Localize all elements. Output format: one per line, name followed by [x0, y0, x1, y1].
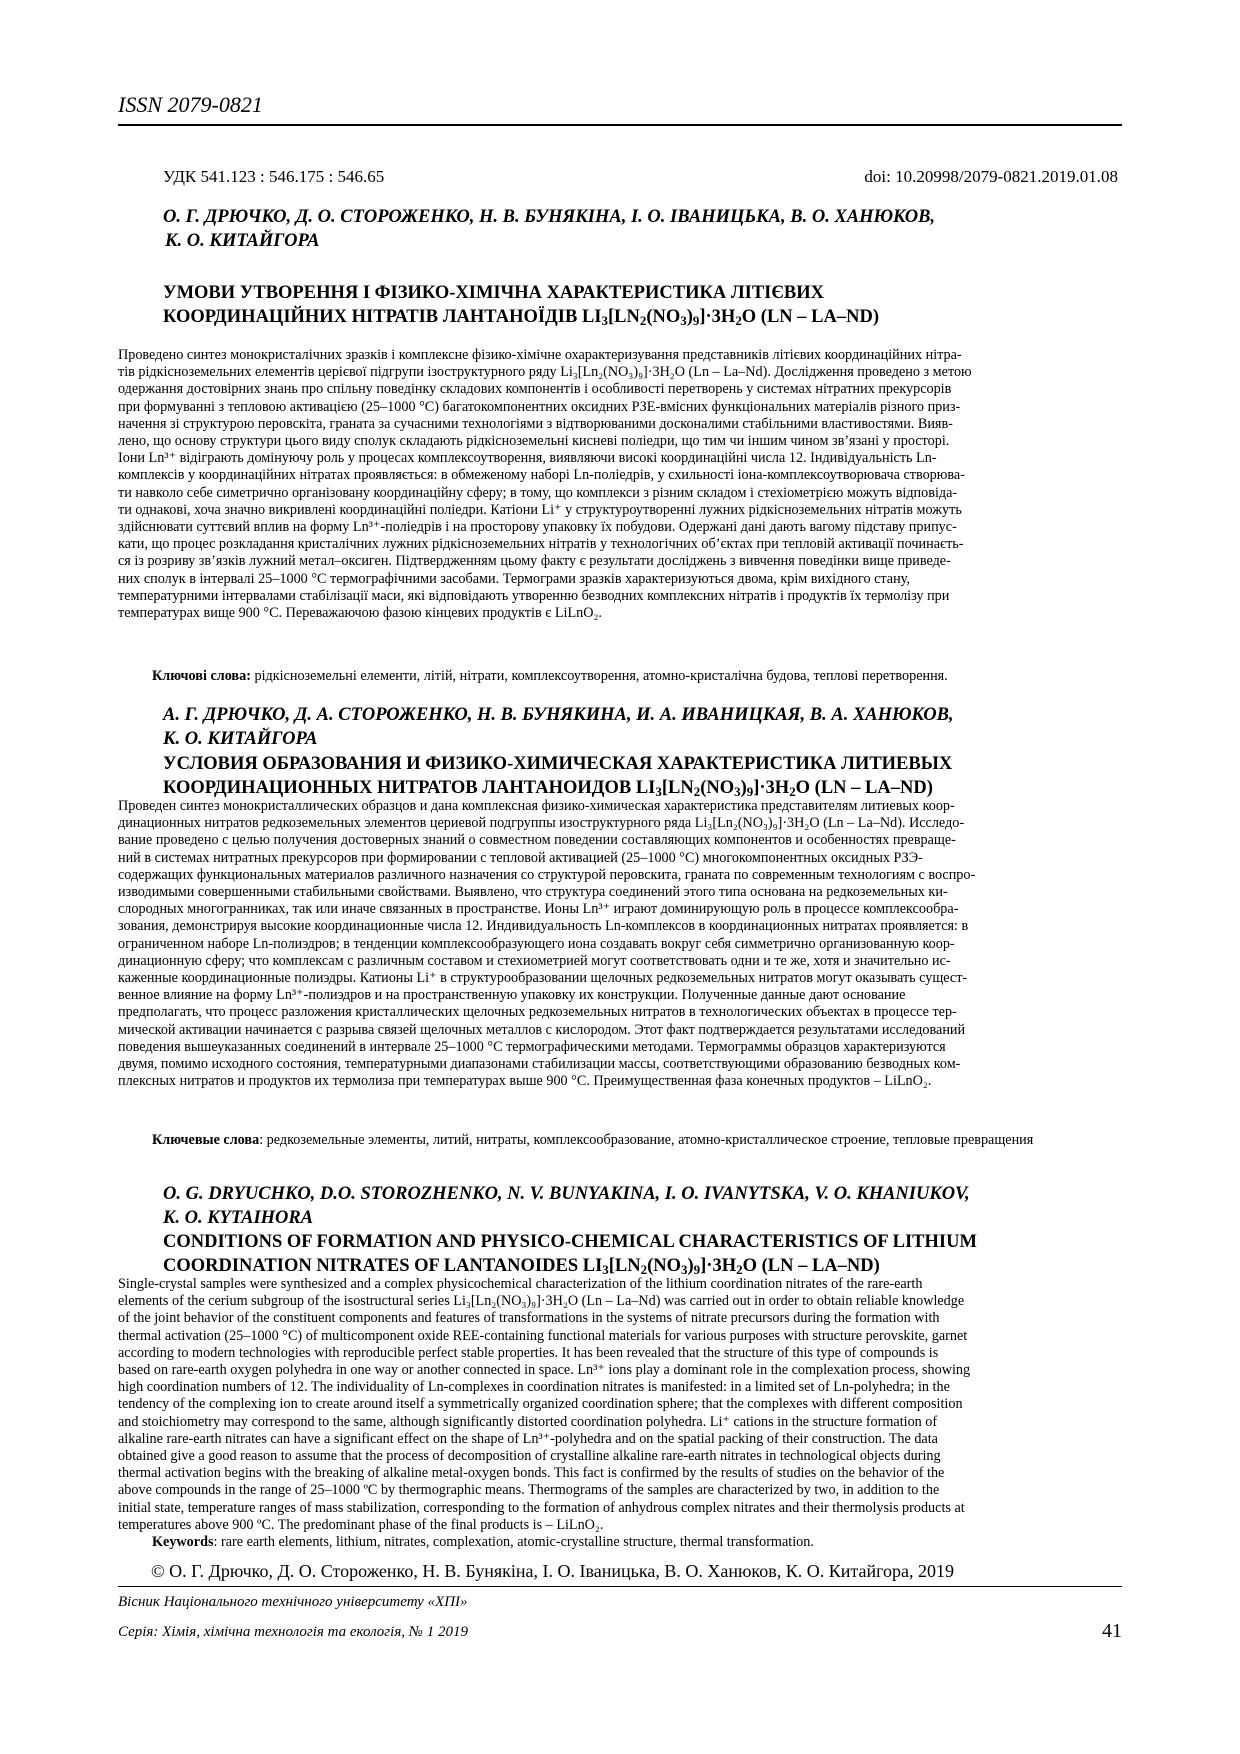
abstract-line: одержання достовірних знань про спільну поведінку складових компонентів і особливості перетворень у системах нітратних прекурсорів: [118, 381, 952, 398]
keywords-text: рідкісноземельні елементи, літій, нітрати, комплексоутворення, атомно-кристалічна будова, теплові перетворення.: [254, 668, 948, 684]
header-rule: [118, 124, 1122, 126]
ua-title-line2: КООРДИНАЦІЙНИХ НІТРАТІВ ЛАНТАНОЇДІВ $LI_3[LN_2(NO_3)_9]\cdot 3H_2O$ (LN – LA–ND): [163, 307, 880, 329]
abstract-line: кати, що процес розкладання кристалічних лужних рідкісноземельних нітратів у технологічних об’єктах при тепловій активації починаєть-: [118, 536, 964, 553]
abstract-line: ся із розриву зв’язків лужний метал–оксиген. Підтвердженням цьому факту є результати досліджень з вивчення поведінки вище приведе-: [118, 553, 951, 570]
doi-link[interactable]: doi: 10.20998/2079-0821.2019.01.08: [864, 167, 1118, 186]
en-keywords: [118, 1534, 1122, 1551]
en-abstract: [118, 1276, 1122, 1534]
abstract-line: динационных нитратов редкоземельных элементов цериевой подгруппы изоструктурного ряда Li₃[Ln₂(NO₃)₉]·3H₂O (Ln – La–Nd). Исследо-: [118, 815, 965, 832]
abstract-line: тів рідкісноземельних елементів церієвої підгрупи ізоструктурного ряду Li₃[Ln₂(NO₃)₉]·3H₂O (Ln – La–Nd). Дослідження проведено з метою: [118, 364, 972, 381]
abstract-line: изводимыми совершенными стабильными свойствами. Выявлено, что структура соединений этого типа основана на редкоземельных ки-: [118, 884, 948, 901]
abstract-line: Іони Ln³⁺ відіграють домінуючу роль у процесах комплексоутворення, виявляючи високі координаційні числа 12. Індивідуальність Ln-: [118, 450, 937, 467]
abstract-line: двумя, помимо исходного состояния, температурными диапазонами стабилизации массы, соответствующими образованию безводных ком-: [118, 1056, 961, 1073]
keywords-label: Ключові слова:: [152, 668, 251, 684]
ru-authors: [163, 703, 1123, 751]
keywords-text: : редкоземельные элементы, литий, нитраты, комплексообразование, атомно-кристаллическое строение, тепловые превращения: [259, 1132, 1034, 1148]
ua-title-line1: УМОВИ УТВОРЕННЯ І ФІЗИКО-ХІМІЧНА ХАРАКТЕРИСТИКА ЛІТІЄВИХ: [163, 283, 825, 303]
abstract-line: of the joint behavior of the constituent components and features of transformations in the systems of nitrate precursors during the formation with: [118, 1310, 940, 1327]
abstract-line: according to modern technologies with reproducible perfect stable properties. It has been revealed that the structure of this type of compounds is: [118, 1344, 939, 1361]
keywords-text: : rare earth elements, lithium, nitrates, complexation, atomic-crystalline structure, thermal transformation.: [213, 1534, 814, 1550]
keywords-label: Ключевые слова: [152, 1132, 260, 1148]
en-authors-line1: O. G. DRYUCHKO, D.O. STOROZHENKO, N. V. BUNYAKINA, I. O. IVANYTSKA, V. O. KHANIUKOV,: [163, 1184, 970, 1204]
abstract-line: предполагать, что процесс разложения кристаллических щелочных редкоземельных нитратов в технологических объектах в процессе тер-: [118, 1004, 957, 1021]
abstract-line: них сполук в інтервалі 25–1000 °С термографічними засобами. Термограми зразків характеризуються двома, крім вихідного стану,: [118, 570, 910, 587]
abstract-line: ограниченном наборе Ln-полиэдров; в тенденции комплексообразующего иона создавать вокруг себя симметрично организованную коор-: [118, 935, 955, 952]
abstract-line: Проведено синтез монокристалічних зразків і комплексне фізико-хімічне охарактеризування представників літієвих координаційних нітра-: [118, 347, 962, 363]
abstract-line: лено, що основу структури цього виду сполук складають рідкісноземельні кисневі поліедри, що тим чи іншим чином зв’язані у просторі.: [118, 433, 950, 450]
abstract-line: при формуванні з тепловою активацією (25–1000 °С) багатокомпонентних оксидних РЗЕ-вмісних функціональних матеріалів різного приз-: [118, 398, 961, 415]
abstract-line: ти однакові, хоча значно викривлені координаційні поліедри. Катіони Li⁺ у структуроутворенні лужних рідкісноземельних нітратів можуть: [118, 501, 962, 518]
ru-title-line1: УСЛОВИЯ ОБРАЗОВАНИЯ И ФИЗИКО-ХИМИЧЕСКАЯ ХАРАКТЕРИСТИКА ЛИТИЕВЫХ: [163, 754, 953, 774]
en-authors-line2: K. O. KYTAIHORA: [163, 1208, 314, 1228]
ru-keywords: [118, 1132, 1122, 1149]
abstract-line: поведения вышеуказанных соединений в интервале 25–1000 °С термографическими методами. Термограммы образцов характеризуются: [118, 1038, 946, 1055]
abstract-line: alkaline rare-earth nitrates can have a significant effect on the shape of Ln³⁺-polyhedra and on the spatial packing of their construction. The data: [118, 1430, 938, 1447]
abstract-line: and stoichiometry may correspond to the same, although significantly distorted coordination polyhedra. Li⁺ cations in the structure formation of: [118, 1413, 938, 1430]
ua-authors-line1: О. Г. ДРЮЧКО, Д. О. СТОРОЖЕНКО, Н. В. БУНЯКІНА, І. О. ІВАНИЦЬКА, В. О. ХАНЮКОВ,: [163, 207, 936, 227]
abstract-line: tendency of the complexing ion to create around itself a symmetrically organized coordination sphere; that the complexes with different composition: [118, 1396, 963, 1413]
ua-authors: [163, 205, 1123, 253]
abstract-line: здійснювати суттєвий вплив на форму Ln³⁺-поліедрів і на просторову упаковку їх побудови. Одержані дані дають вагому підставу припус-: [118, 519, 957, 536]
en-authors: [163, 1182, 1123, 1230]
abstract-line: obtained give a good reason to assume that the process of decomposition of crystalline alkaline rare-earth nitrates in technological objects during: [118, 1448, 941, 1465]
abstract-line: мической активации начинается с разрыва связей щелочных металлов с кислородом. Этот факт подтверждается результатами исследований: [118, 1021, 966, 1038]
abstract-line: динационную сферу; что комплексам с различным составом и стехиометрией могут соответствовать одни и те же, хотя и значительно ис-: [118, 952, 951, 969]
abstract-line: thermal activation (25–1000 °C) of multicomponent oxide REE-containing functional materials for various purposes with structure perovskite, garnet: [118, 1327, 968, 1344]
abstract-line: содержащих функциональных материалов различного назначения со структурой перовскита, граната по современным технологиям с воспро-: [118, 866, 976, 883]
abstract-line: elements of the cerium subgroup of the isostructural series Li₃[Ln₂(NO₃)₉]·3H₂O (Ln – La–Nd) was carried out in order to obtain reliable knowledge: [118, 1293, 965, 1310]
ru-authors-line1: А. Г. ДРЮЧКО, Д. А. СТОРОЖЕНКО, Н. В. БУНЯКИНА, И. А. ИВАНИЦКАЯ, В. А. ХАНЮКОВ,: [163, 705, 954, 725]
copyright-line: © О. Г. Дрючко, Д. О. Стороженко, Н. В. Бунякіна, І. О. Іваницька, В. О. Ханюков, К. О. Китайгора, 2019: [151, 1561, 955, 1581]
abstract-line: слородных многогранниках, так или иначе связанных в пространстве. Ионы Ln³⁺ играют доминирующую роль в процессе комплексообра-: [118, 901, 959, 918]
ua-abstract: [118, 347, 1122, 622]
abstract-line: high coordination numbers of 12. The individuality of Ln-complexes in coordination nitrates is manifested: in a limited set of Ln-polyhedra; in the: [118, 1379, 950, 1396]
keywords-label: Keywords: [152, 1534, 214, 1550]
abstract-line: венное влияние на форму Ln³⁺-полиэдров и на пространственную упаковку их конструкции. Полученные данные дают основание: [118, 987, 906, 1004]
abstract-line: вание проведено с целью получения достоверных знаний о совместном поведении составляющих компонентов и особенностях превраще-: [118, 832, 956, 849]
ua-authors-line2: К. О. КИТАЙГОРА: [165, 231, 320, 251]
abstract-line: температурах вище 900 °С. Переважаючою фазою кінцевих продуктів є LiLnO₂.: [118, 605, 602, 622]
abstract-line: initial state, temperature ranges of mass stabilization, corresponding to the formation of anhydrous complex nitrates and their thermolysis products at: [118, 1499, 965, 1516]
abstract-line: плексных нитратов и продуктов их термолиза при температурах выше 900 °С. Преимущественная фаза конечных продуктов – LiLnO₂.: [118, 1073, 932, 1090]
ua-keywords: [118, 668, 1122, 685]
abstract-line: комплексів у координаційних нітратах проявляється: в обмеженому наборі Ln-поліедрів, у схильності іона-комплексоутворювача створюва-: [118, 467, 965, 484]
abstract-line: Проведен синтез монокристаллических образцов и дана комплексная физико-химическая характеристика представителям литиевых коор-: [118, 798, 955, 814]
en-title-line2: COORDINATION NITRATES OF LANTANOIDES $LI_3[LN_2(NO_3)_9]\cdot 3H_2O$ (LN – LA–ND): [163, 1256, 880, 1278]
abstract-line: temperatures above 900 ºC. The predominant phase of the final products is – LiLnO₂.: [118, 1516, 604, 1533]
abstract-line: начення зі структурою перовскіта, граната за сучасними технологіями з відтворюваними досконалими стабільними властивостями. Вияв-: [118, 415, 953, 432]
abstract-line: температурними інтервалами стабілізації маси, які відповідають утворенню безводних комплексних нітратів і продуктів їх термолізу при: [118, 587, 950, 604]
abstract-line: ний в системах нитратных прекурсоров при формировании с тепловой активацией (25–1000 °С) многокомпонентных оксидных РЗЭ-: [118, 849, 923, 866]
abstract-line: каженные координационные полиэдры. Катионы Li⁺ в структурообразовании щелочных редкоземельных нитратов могут оказывать сущест-: [118, 970, 968, 987]
ua-title: [163, 281, 1123, 329]
abstract-line: ти навколо себе симетрично організовану координаційну сферу; в тому, що комплекси з різним складом і стехіометрією можуть відповіда-: [118, 484, 958, 501]
journal-name: Вісник Національного технічного університету «ХПІ»: [118, 1594, 468, 1610]
udc-code: УДК 541.123 : 546.175 : 546.65: [163, 167, 385, 186]
en-title-line1: CONDITIONS OF FORMATION AND PHYSICO-CHEMICAL CHARACTERISTICS OF LITHIUM: [163, 1232, 977, 1252]
issn-header: ISSN 2079-0821: [118, 92, 263, 117]
abstract-line: above compounds in the range of 25–1000 ºC by thermographic means. Thermograms of the samples are characterized by two, in addition to the: [118, 1482, 940, 1499]
page-number: 41: [1102, 1620, 1122, 1642]
ru-title: [163, 752, 1123, 800]
ru-title-line2: КООРДИНАЦИОННЫХ НИТРАТОВ ЛАНТАНОИДОВ $LI_3[LN_2(NO_3)_9]\cdot 3H_2O$ (LN – LA–ND): [163, 778, 933, 800]
abstract-line: Single-crystal samples were synthesized and a complex physicochemical characterization of the lithium coordination nitrates of the rare-earth: [118, 1276, 923, 1292]
ru-abstract: [118, 798, 1122, 1090]
abstract-line: зования, демонстрируя высокие координационные числа 12. Индивидуальность Ln-комплексов в координационных нитратах проявляется: в: [118, 918, 969, 935]
abstract-line: based on rare-earth oxygen polyhedra in one way or another connected in space. Ln³⁺ ions play a dominant role in the complexation process, showing: [118, 1362, 971, 1379]
journal-series: Серія: Хімія, хімічна технологія та екологія, № 1 2019: [118, 1624, 468, 1640]
footer-rule: [118, 1586, 1122, 1587]
en-title: [163, 1230, 1123, 1278]
abstract-line: thermal activation begins with the breaking of alkaline metal-oxygen bonds. This fact is confirmed by the results of studies on the behavior of the: [118, 1465, 945, 1482]
ru-authors-line2: К. О. КИТАЙГОРА: [163, 729, 318, 749]
